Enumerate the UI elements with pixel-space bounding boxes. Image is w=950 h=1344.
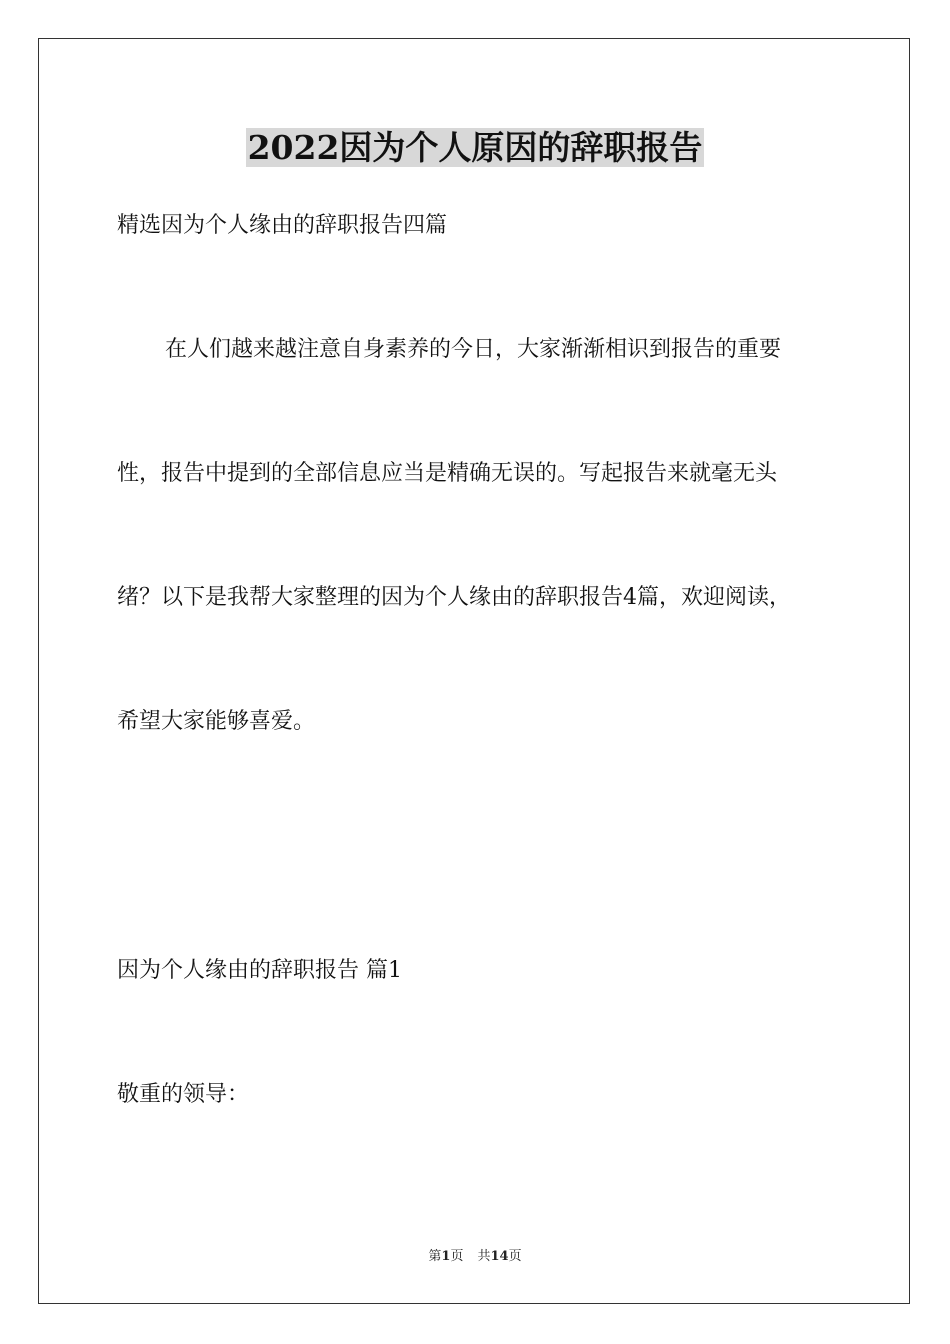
document-subtitle: 精选因为个人缘由的辞职报告四篇 (117, 213, 448, 238)
total-suffix: 页 (508, 1249, 522, 1264)
intro-line-3: 绪？以下是我帮大家整理的因为个人缘由的辞职报告4篇，欢迎阅读， (117, 585, 791, 610)
page-suffix: 页 (450, 1249, 464, 1264)
page-footer (0, 1248, 950, 1266)
intro-line-4: 希望大家能够喜爱。 (117, 709, 316, 734)
section-heading: 因为个人缘由的辞职报告 篇1 (117, 958, 402, 983)
document-title (0, 126, 950, 170)
intro-line-2: 性，报告中提到的全部信息应当是精确无误的。写起报告来就毫无头 (117, 461, 778, 486)
document-title-text: 2022因为个人原因的辞职报告 (247, 128, 703, 167)
intro-line-1: 在人们越来越注意自身素养的今日，大家渐渐相识到报告的重要 (165, 337, 782, 362)
salutation: 敬重的领导： (117, 1082, 250, 1107)
page-prefix: 第 (428, 1249, 442, 1264)
page-number: 1 (441, 1249, 451, 1264)
total-pages: 14 (490, 1249, 509, 1264)
total-prefix: 共 (477, 1249, 491, 1264)
